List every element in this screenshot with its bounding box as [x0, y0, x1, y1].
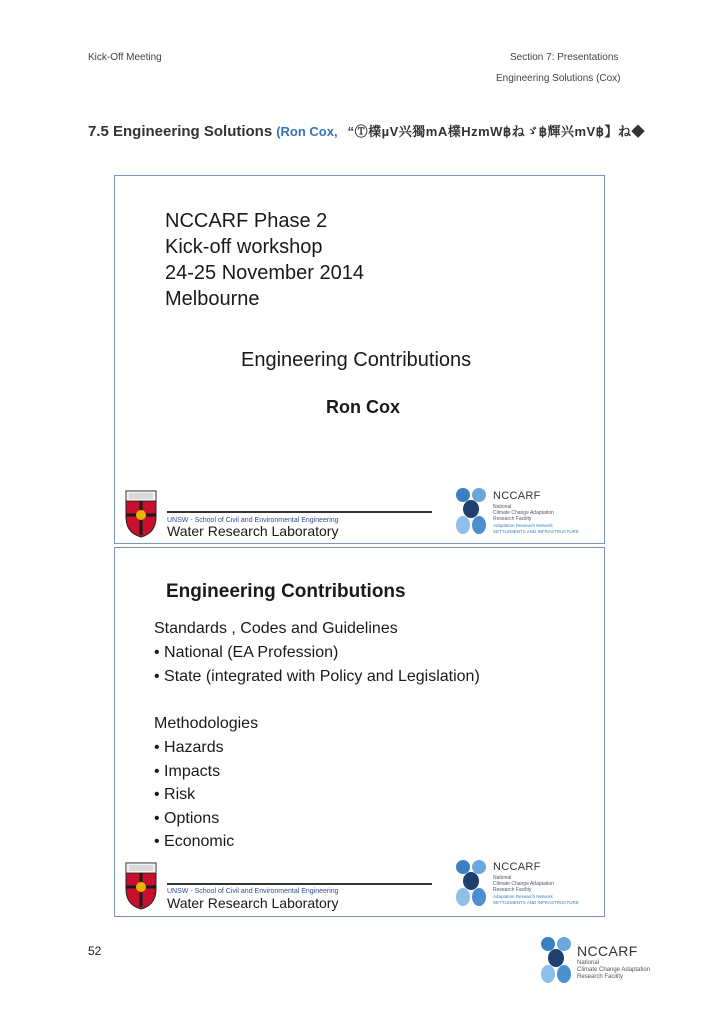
nccarf-logo-icon	[453, 859, 489, 909]
page-logo-sub: Research Facility	[577, 974, 624, 980]
slide2-logo-title: NCCARF	[493, 861, 541, 873]
slide2-bullet: • Economic	[154, 833, 235, 850]
slide2-logo-net: Adaptation Research Network	[493, 894, 553, 899]
slide1-line: NCCARF Phase 2	[165, 210, 328, 232]
slide2-bullet: • Options	[154, 810, 220, 827]
slide-title	[114, 175, 605, 544]
slide2-bullet: • Risk	[154, 786, 196, 803]
nccarf-logo-icon	[453, 487, 489, 537]
slide1-lab: Water Research Laboratory	[167, 523, 339, 539]
slide2-logo-sub: Research Facility	[493, 887, 532, 893]
slide2-logo-sub: National	[493, 875, 512, 881]
slide2-bullet: • National (EA Profession)	[154, 644, 339, 661]
slide2-footer-rule	[167, 883, 432, 885]
slide2-bullet: • Impacts	[154, 763, 221, 780]
slide1-subtitle: Engineering Contributions	[241, 349, 472, 371]
slide1-author: Ron Cox	[326, 397, 400, 417]
slide1-line: 24-25 November 2014	[165, 262, 365, 284]
header-subsection: Engineering Solutions (Cox)	[496, 73, 621, 84]
slide1-logo-sub: Climate Change Adaptation	[493, 510, 554, 516]
page-logo-title: NCCARF	[577, 943, 638, 959]
slide2-group-title: Standards , Codes and Guidelines	[154, 620, 398, 637]
slide1-logo-title: NCCARF	[493, 490, 541, 502]
page-number: 52	[88, 944, 102, 958]
slide2-group-title: Methodologies	[154, 715, 259, 732]
slide2-title: Engineering Contributions	[166, 581, 406, 602]
slide1-logo-net: Adaptation Research Network	[493, 523, 553, 528]
header-left: Kick-Off Meeting	[88, 52, 162, 63]
section-heading	[88, 121, 645, 140]
unsw-crest-icon	[123, 487, 159, 539]
slide1-logo-net: SETTLEMENTS AND INFRASTRUCTURE	[493, 529, 579, 534]
section-author: (Ron Cox,	[276, 124, 338, 139]
slide2-school: UNSW - School of Civil and Environmental Engineering	[167, 888, 339, 895]
page-logo-sub: National	[577, 960, 600, 966]
slide1-logo-sub: National	[493, 504, 512, 510]
slide1-line: Melbourne	[165, 288, 260, 310]
section-title: 7.5 Engineering Solutions	[88, 123, 273, 140]
slide2-lab: Water Research Laboratory	[167, 895, 339, 911]
header-section: Section 7: Presentations	[510, 52, 619, 63]
slide1-school: UNSW - School of Civil and Environmental Engineering	[167, 517, 339, 524]
slide1-footer-rule	[167, 511, 432, 513]
slide2-bullet: • Hazards	[154, 739, 224, 756]
slide2-logo-net: SETTLEMENTS AND INFRASTRUCTURE	[493, 900, 579, 905]
slide1-line: Kick-off workshop	[165, 236, 323, 258]
unsw-crest-icon	[123, 859, 159, 911]
page-logo-sub: Climate Change Adaptation	[577, 967, 651, 973]
slide-contributions	[114, 547, 605, 917]
nccarf-logo-icon	[538, 936, 574, 986]
section-garbled-text: “Ⓣ檏µV兴獨mA檏HzmW฿ねゞ฿輝兴mV฿】ね◆	[347, 124, 645, 139]
slide2-bullet: • State (integrated with Policy and Legislation)	[154, 668, 480, 685]
slide2-logo-sub: Climate Change Adaptation	[493, 881, 554, 887]
slide1-logo-sub: Research Facility	[493, 516, 532, 522]
